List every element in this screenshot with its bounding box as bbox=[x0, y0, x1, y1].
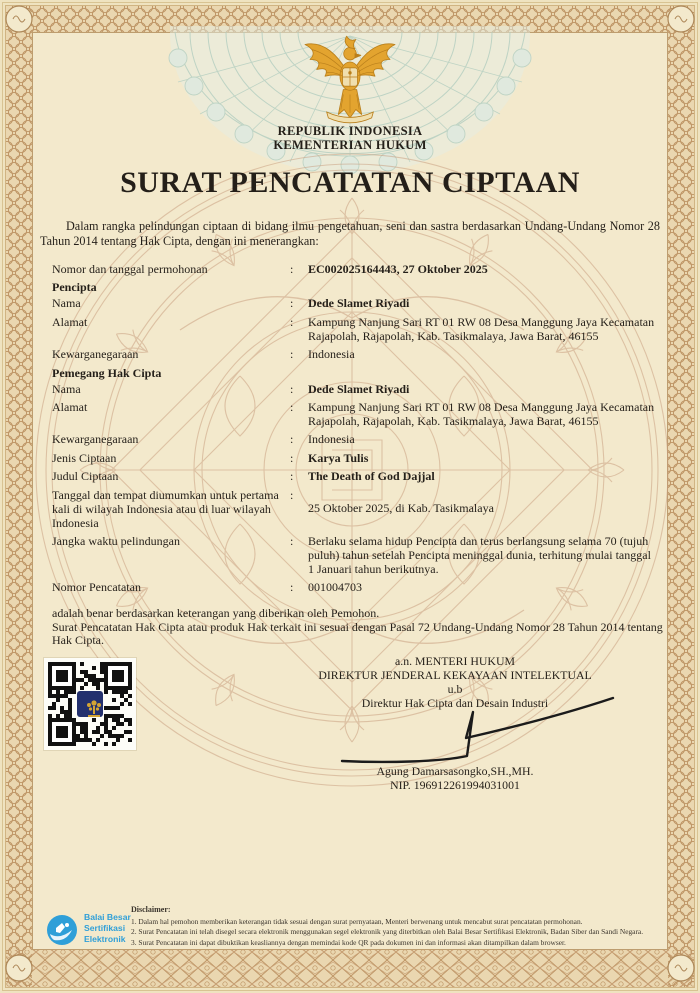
disclaimer bbox=[131, 905, 667, 948]
field-row: Kewarganegaraan : Indonesia bbox=[52, 432, 664, 446]
certificate-title: SURAT PENCATATAN CIPTAAN bbox=[120, 166, 580, 199]
field-value: Dede Slamet Riyadi bbox=[308, 296, 410, 311]
field-row: Kewarganegaraan : Indonesia bbox=[52, 347, 664, 361]
field-row: Nomor Pencatatan : 001004703 bbox=[52, 580, 664, 594]
disclaimer-item: 1. Dalam hal pemohon memberikan keterangan tidak sesuai dengan surat pernyataan, Menteri berwenang untuk mencabut surat pencatatan permohonan. bbox=[131, 917, 583, 926]
field-value: Berlaku selama hidup Pencipta dan terus berlangsung selama 70 (tujuh puluh) tahun setelah Pencipta meninggal dunia, terhitung mulai tanggal 1 Januari tahun berikutnya. bbox=[308, 533, 651, 576]
field-row: Judul Ciptaan : The Death of God Dajjal bbox=[52, 469, 664, 483]
section-heading: Pemegang Hak Cipta bbox=[52, 365, 162, 380]
closing-line: adalah benar berdasarkan keterangan yang diberikan oleh Pemohon. bbox=[52, 606, 380, 620]
closing-line: Surat Pencatatan Hak Cipta atau produk Hak terkait ini sesuai dengan Pasal 72 Undang-Undang Nomor 28 Tahun 2014 tentang Hak Cipta. bbox=[52, 619, 663, 647]
signer-name: Agung Damarsasongko,SH.,MH. bbox=[376, 764, 534, 778]
field-value: Kampung Nanjung Sari RT 01 RW 08 Desa Manggung Jaya Kecamatan Rajapolah, Rajapolah, Kab. Tasikmalaya, Jawa Barat, 46155 bbox=[308, 399, 655, 428]
ub-line: u.b bbox=[447, 682, 463, 696]
section-heading: Pencipta bbox=[52, 280, 97, 295]
field-row: Jenis Ciptaan : Karya Tulis bbox=[52, 451, 664, 465]
closing-statement bbox=[52, 607, 664, 648]
bse-logo-text bbox=[84, 912, 131, 944]
republic-line: REPUBLIK INDONESIA bbox=[277, 124, 423, 138]
field-value: 25 Oktober 2025, di Kab. Tasikmalaya bbox=[308, 501, 494, 516]
bse-logo-icon bbox=[46, 914, 78, 946]
signature-stroke bbox=[330, 692, 622, 770]
disclaimer-item: 3. Surat Pencatatan ini dapat dibuktikan keasliannya dengan memindai kode QR pada dokumen ini dan informasi akan ditampilkan dalam browser. bbox=[131, 937, 566, 947]
field-row: Nama : Dede Slamet Riyadi bbox=[52, 296, 664, 310]
field-value: EC002025164443, 27 Oktober 2025 bbox=[308, 262, 488, 276]
field-row bbox=[52, 262, 664, 276]
field-colon: : bbox=[290, 262, 294, 276]
intro-paragraph: Dalam rangka pelindungan ciptaan di bidang ilmu pengetahuan, seni dan sastra berdasarkan Undang-Undang Nomor 28 Tahun 2014 tentang Hak Cipta, dengan ini menerangkan: bbox=[40, 219, 660, 248]
signer-nip: NIP. 196912261994031001 bbox=[390, 778, 520, 792]
field-value: The Death of God Dajjal bbox=[308, 469, 435, 484]
qr-code bbox=[44, 658, 136, 750]
field-label: Nomor dan tanggal permohonan bbox=[52, 262, 208, 276]
disclaimer-title: Disclaimer: bbox=[131, 905, 171, 914]
ministry-line: KEMENTERIAN HUKUM bbox=[273, 137, 427, 152]
garuda-emblem-icon bbox=[300, 26, 400, 128]
field-row: Tanggal dan tempat diumumkan untuk pertama kali di wilayah Indonesia atau di luar wilayah Indonesia : 25 Oktober 2025, di Kab. Tasikmalaya bbox=[52, 488, 664, 530]
fields-table bbox=[52, 262, 664, 599]
bse-line: Balai Besar bbox=[84, 912, 131, 922]
bse-line: Elektronik bbox=[84, 933, 126, 944]
field-row: Jangka waktu pelindungan : Berlaku selama hidup Pencipta dan terus berlangsung selama 70 (tujuh puluh) tahun setelah Pencipta meninggal dunia, terhitung mulai tanggal 1 Januari tahun berikutnya. bbox=[52, 534, 664, 576]
on-behalf-line: a.n. MENTERI HUKUM bbox=[395, 654, 515, 668]
field-row: Alamat : Kampung Nanjung Sari RT 01 RW 08 Desa Manggung Jaya Kecamatan Rajapolah, Rajapolah, Kab. Tasikmalaya, Jawa Barat, 46155 bbox=[52, 400, 664, 428]
signer-block bbox=[305, 764, 605, 792]
field-value: Karya Tulis bbox=[308, 450, 369, 465]
kemenkumham-logo-icon bbox=[77, 691, 103, 717]
field-value: Indonesia bbox=[308, 432, 355, 447]
disclaimer-item: 2. Surat Pencatatan ini telah disegel secara elektronik menggunakan segel elektronik yang diterbitkan oleh Balai Besar Sertifikasi Elektronik, Badan Siber dan Sandi Negara. bbox=[131, 927, 644, 937]
field-row: Nama : Dede Slamet Riyadi bbox=[52, 382, 664, 396]
field-value: Kampung Nanjung Sari RT 01 RW 08 Desa Manggung Jaya Kecamatan Rajapolah, Rajapolah, Kab. Tasikmalaya, Jawa Barat, 46155 bbox=[308, 314, 655, 343]
directorate-line: DIREKTUR JENDERAL KEKAYAAN INTELEKTUAL bbox=[318, 668, 592, 682]
director-line: Direktur Hak Cipta dan Desain Industri bbox=[361, 696, 549, 710]
bse-line: Sertifikasi bbox=[84, 922, 126, 933]
field-row: Alamat : Kampung Nanjung Sari RT 01 RW 08 Desa Manggung Jaya Kecamatan Rajapolah, Rajapolah, Kab. Tasikmalaya, Jawa Barat, 46155 bbox=[52, 315, 664, 343]
field-value: 001004703 bbox=[308, 580, 362, 595]
field-value: Dede Slamet Riyadi bbox=[308, 381, 410, 396]
field-value: Indonesia bbox=[308, 347, 355, 362]
